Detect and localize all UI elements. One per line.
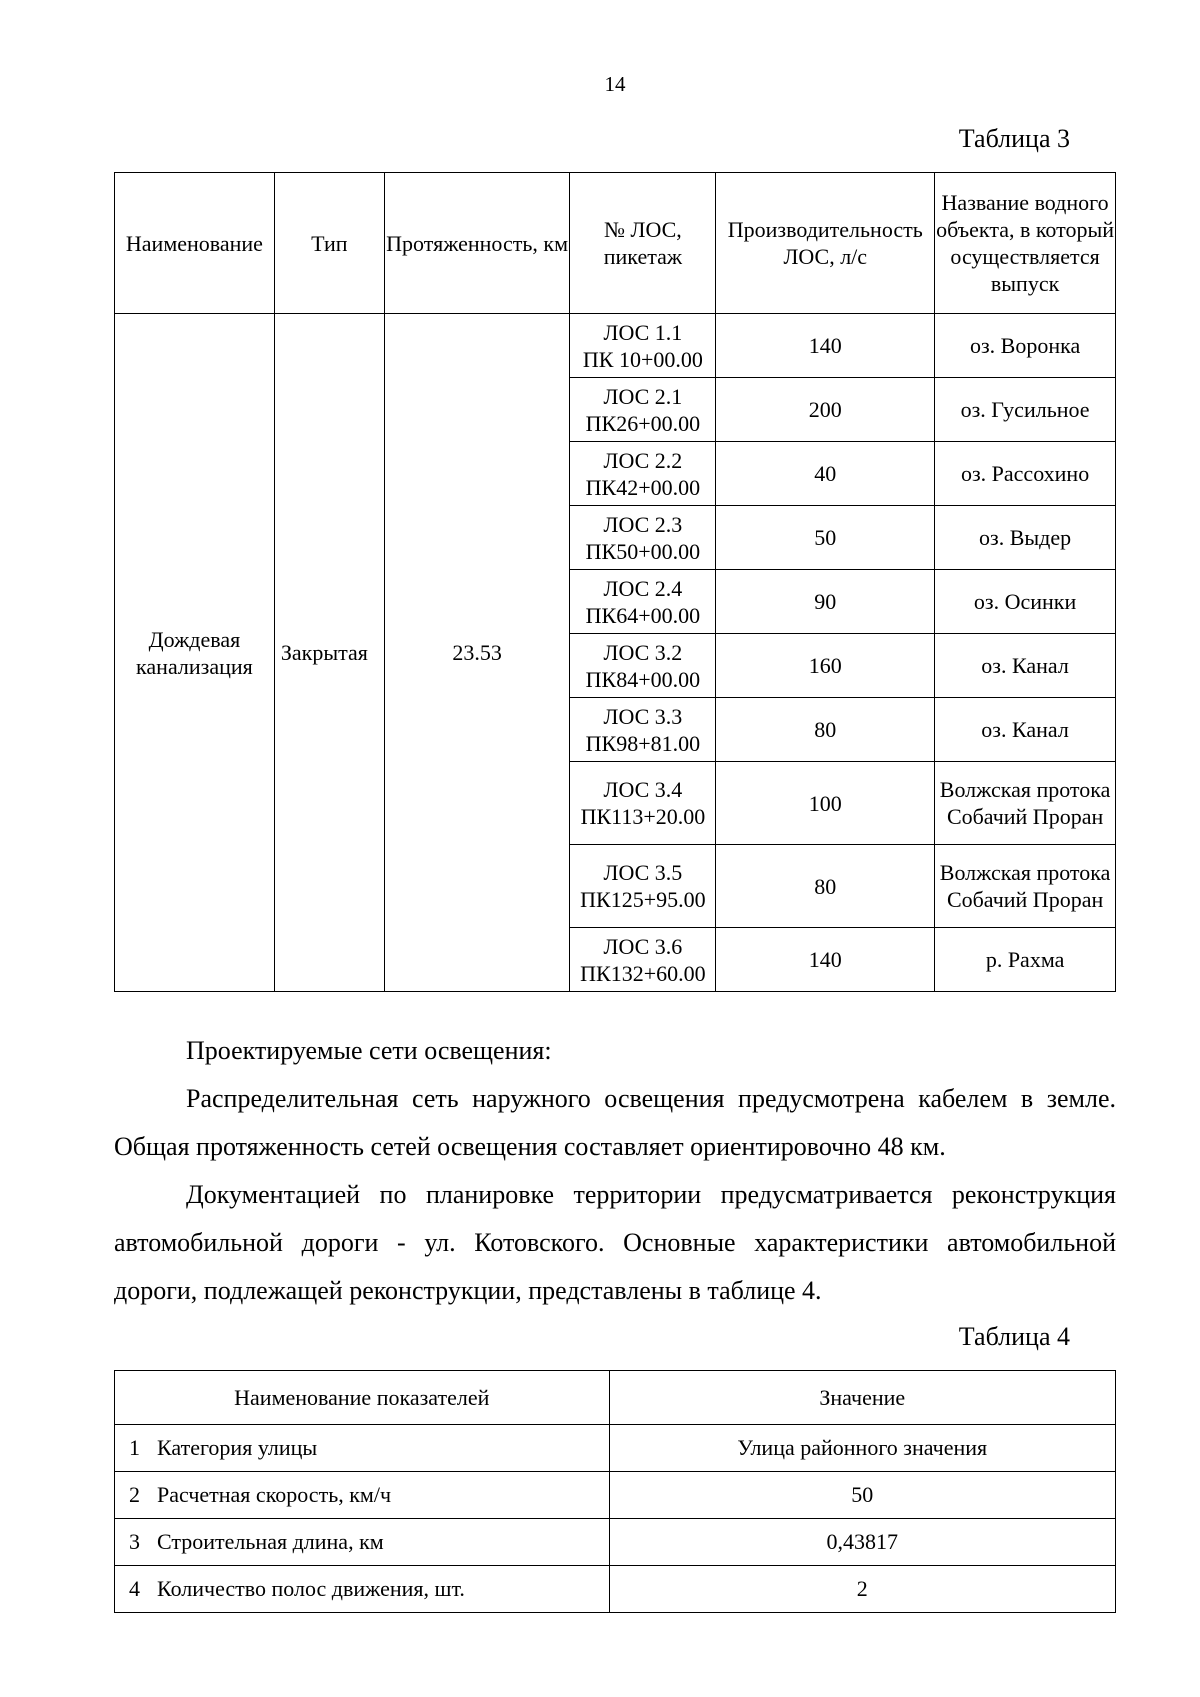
capacity-cell: 100 — [716, 762, 935, 845]
los-picket: ПК113+20.00 — [580, 804, 706, 829]
row-number: 4 — [129, 1576, 140, 1601]
los-number: ЛОС 2.4 — [603, 575, 683, 601]
los-cell — [570, 314, 716, 378]
los-picket: ПК64+00.00 — [585, 602, 701, 628]
indicator-name: Количество полос движения, шт. — [157, 1576, 465, 1601]
road-paragraph: Документацией по планировке территории предусматривается реконструкция автомобильной дороги - ул. Котовского. Основные характеристики автомобильной дороги, подлежащей реконструкции, представлены в таблице 4. — [114, 1180, 1116, 1305]
capacity-cell: 200 — [716, 378, 935, 442]
los-picket: ПК50+00.00 — [585, 538, 701, 564]
capacity-cell: 140 — [716, 314, 935, 378]
water-body-cell: Волжская протока Собачий Проран — [935, 762, 1116, 845]
water-body-cell: оз. Воронка — [935, 314, 1116, 378]
value-cell: 50 — [609, 1472, 1115, 1519]
water-body-cell: Волжская протока Собачий Проран — [935, 845, 1116, 928]
header-value: Значение — [609, 1371, 1115, 1425]
lighting-heading: Проектируемые сети освещения: — [186, 1036, 552, 1065]
header-water-body: Название водного объекта, в который осуществляется выпуск — [935, 173, 1116, 314]
capacity-cell: 90 — [716, 570, 935, 634]
capacity-cell: 40 — [716, 442, 935, 506]
los-cell — [570, 698, 716, 762]
header-type: Тип — [274, 173, 384, 314]
los-number: ЛОС 3.4 — [603, 777, 683, 802]
los-cell — [570, 634, 716, 698]
group-length: 23.53 — [384, 314, 570, 992]
los-number: ЛОС 2.1 — [603, 383, 683, 409]
los-picket: ПК26+00.00 — [585, 410, 701, 436]
los-cell — [570, 442, 716, 506]
capacity-cell: 160 — [716, 634, 935, 698]
los-picket: ПК98+81.00 — [585, 730, 701, 756]
table4-caption: Таблица 4 — [958, 1322, 1070, 1351]
los-picket: ПК42+00.00 — [585, 474, 701, 500]
row-number: 1 — [129, 1435, 140, 1460]
los-cell — [570, 506, 716, 570]
los-number: ЛОС 2.2 — [603, 447, 683, 473]
header-name: Наименование — [115, 173, 275, 314]
los-number: ЛОС 2.3 — [603, 511, 683, 537]
indicator-name: Расчетная скорость, км/ч — [157, 1482, 392, 1507]
value-cell: 2 — [609, 1566, 1115, 1613]
row-number: 3 — [129, 1529, 140, 1554]
capacity-cell: 80 — [716, 845, 935, 928]
table-row — [115, 1425, 1116, 1472]
water-body-cell: оз. Рассохино — [935, 442, 1116, 506]
row-number: 2 — [129, 1482, 140, 1507]
los-number: ЛОС 3.6 — [603, 933, 683, 959]
table4-header-row — [115, 1371, 1116, 1425]
table3-header-row — [115, 173, 1116, 314]
los-number: ЛОС 3.2 — [603, 639, 683, 665]
indicator-name: Категория улицы — [157, 1435, 318, 1460]
water-body-cell: оз. Канал — [935, 634, 1116, 698]
water-body-cell: р. Рахма — [935, 928, 1116, 992]
indicator-cell — [115, 1472, 610, 1519]
water-body-cell: оз. Гусильное — [935, 378, 1116, 442]
header-indicator: Наименование показателей — [115, 1371, 610, 1425]
table4 — [114, 1370, 1116, 1613]
los-number: ЛОС 3.3 — [603, 703, 683, 729]
los-picket: ПК 10+00.00 — [582, 346, 703, 372]
table-row — [115, 1519, 1116, 1566]
table-row — [115, 1566, 1116, 1613]
value-cell: Улица районного значения — [609, 1425, 1115, 1472]
group-name: Дождевая канализация — [115, 314, 275, 992]
los-cell — [570, 845, 716, 928]
los-cell — [570, 762, 716, 845]
water-body-cell: оз. Выдер — [935, 506, 1116, 570]
lighting-paragraph: Распределительная сеть наружного освещения предусмотрена кабелем в земле. Общая протяженность сетей освещения составляет ориентировочно 48 км. — [114, 1084, 1116, 1161]
table-row — [115, 314, 1116, 378]
water-body-cell: оз. Канал — [935, 698, 1116, 762]
capacity-cell: 140 — [716, 928, 935, 992]
table-row — [115, 1472, 1116, 1519]
indicator-cell — [115, 1519, 610, 1566]
los-number: ЛОС 3.5 — [603, 860, 683, 885]
los-number: ЛОС 1.1 — [603, 319, 683, 345]
header-length: Протяженность, км — [384, 173, 570, 314]
value-cell: 0,43817 — [609, 1519, 1115, 1566]
los-picket: ПК125+95.00 — [580, 887, 706, 912]
indicator-cell — [115, 1566, 610, 1613]
los-cell — [570, 928, 716, 992]
los-picket: ПК132+60.00 — [580, 960, 706, 986]
capacity-cell: 50 — [716, 506, 935, 570]
table3 — [114, 172, 1116, 992]
header-los: № ЛОС, пикетаж — [570, 173, 716, 314]
water-body-cell: оз. Осинки — [935, 570, 1116, 634]
indicator-cell — [115, 1425, 610, 1472]
los-cell — [570, 378, 716, 442]
header-capacity: Производительность ЛОС, л/с — [716, 173, 935, 314]
los-cell — [570, 570, 716, 634]
page-number: 14 — [604, 72, 626, 96]
los-picket: ПК84+00.00 — [585, 666, 701, 692]
indicator-name: Строительная длина, км — [157, 1529, 384, 1554]
group-type: Закрытая — [274, 314, 384, 992]
capacity-cell: 80 — [716, 698, 935, 762]
table3-caption: Таблица 3 — [958, 124, 1070, 153]
